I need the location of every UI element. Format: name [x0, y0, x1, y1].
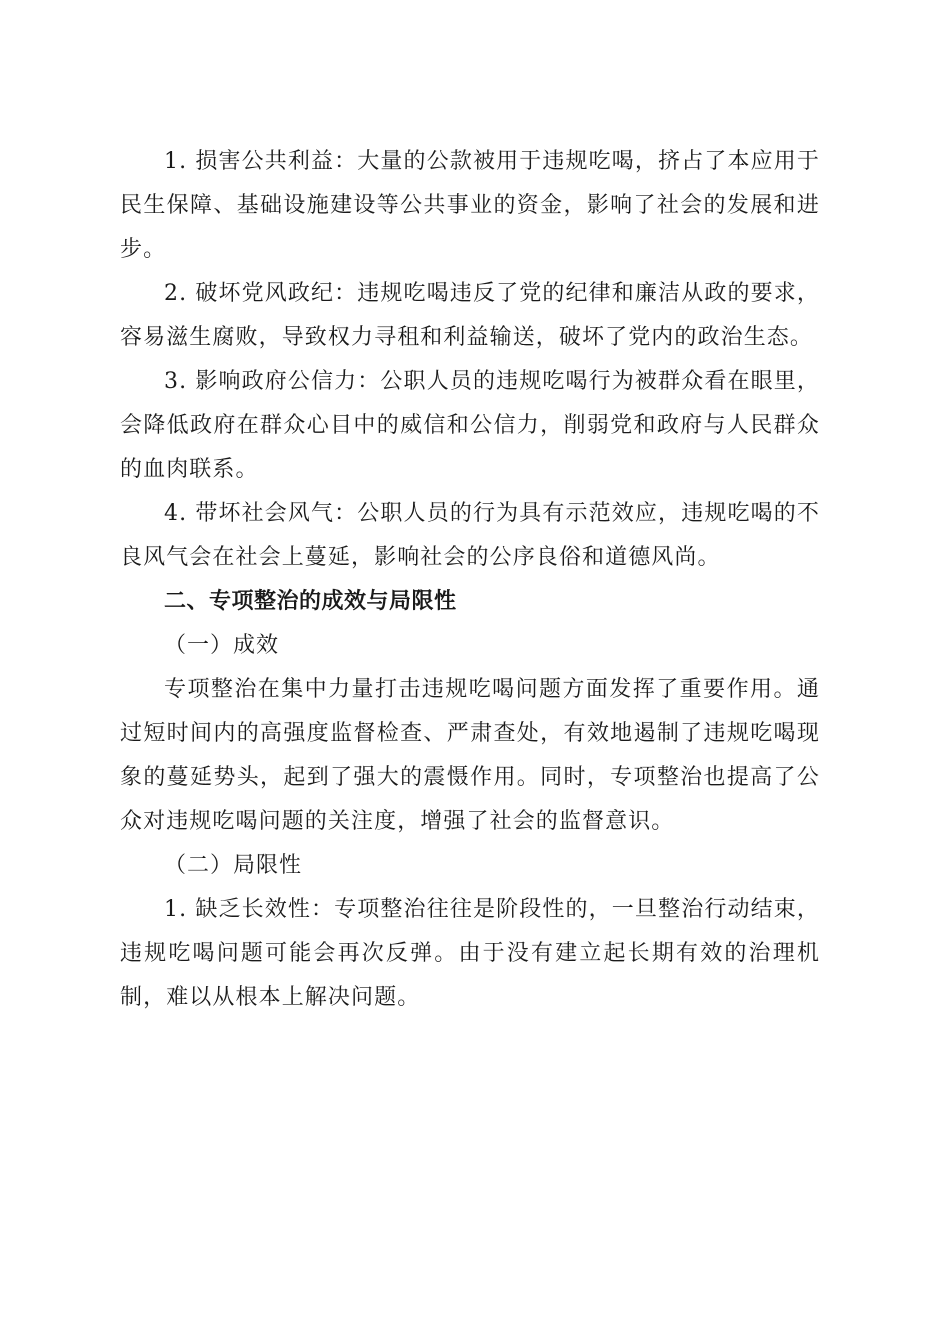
- subheading-limitations: （二）局限性: [164, 853, 303, 878]
- document-body: [120, 140, 820, 1020]
- paragraph-social-atmosphere: 4. 带坏社会风气：公职人员的行为具有示范效应，违规吃喝的不良风气会在社会上蔓延，影响社会的公序良俗和道德风尚。: [120, 501, 820, 570]
- paragraph-government-credibility: 3. 影响政府公信力：公职人员的违规吃喝行为被群众看在眼里，会降低政府在群众心目中的威信和公信力，削弱党和政府与人民群众的血肉联系。: [120, 369, 820, 482]
- paragraph-effects: 专项整治在集中力量打击违规吃喝问题方面发挥了重要作用。通过短时间内的高强度监督检查、严肃查处，有效地遏制了违规吃喝现象的蔓延势头，起到了强大的震慑作用。同时，专项整治也提高了公众对违规吃喝问题的关注度，增强了社会的监督意识。: [120, 677, 820, 834]
- paragraph-damage-party-conduct: 2. 破坏党风政纪：违规吃喝违反了党的纪律和廉洁从政的要求，容易滋生腐败，导致权力寻租和利益输送，破坏了党内的政治生态。: [120, 281, 820, 350]
- paragraph-harm-public-interest: 1. 损害公共利益：大量的公款被用于违规吃喝，挤占了本应用于民生保障、基础设施建设等公共事业的资金，影响了社会的发展和进步。: [120, 149, 820, 262]
- paragraph-lack-of-longevity: 1. 缺乏长效性：专项整治往往是阶段性的，一旦整治行动结束，违规吃喝问题可能会再次反弹。由于没有建立起长期有效的治理机制，难以从根本上解决问题。: [120, 897, 820, 1010]
- section-heading-effects-and-limits: 二、专项整治的成效与局限性: [164, 589, 457, 614]
- subheading-effects: （一）成效: [164, 633, 280, 658]
